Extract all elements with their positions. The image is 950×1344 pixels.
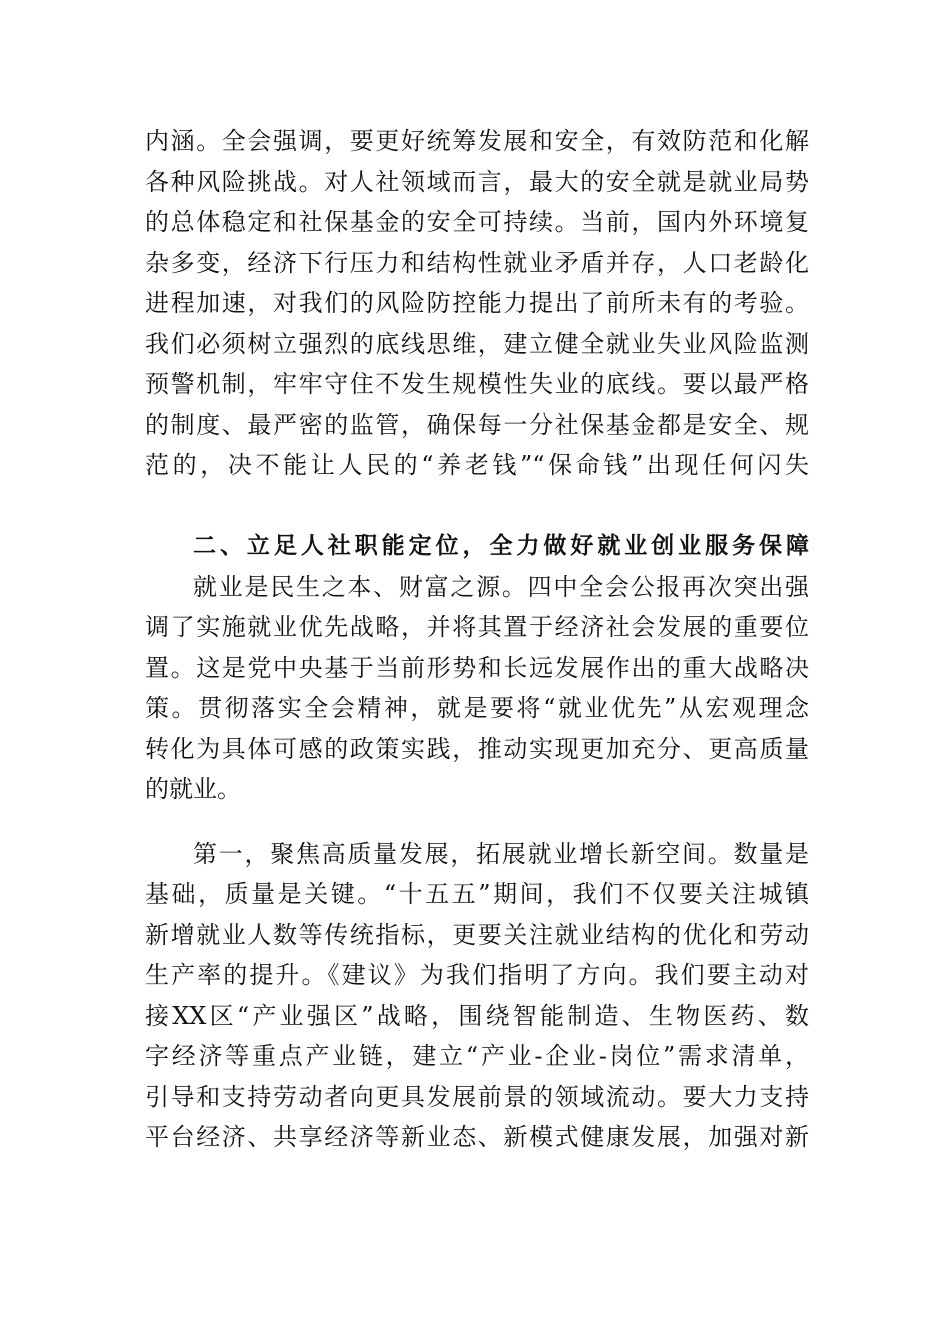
text-line: 第一，聚焦高质量发展，拓展就业增长新空间。数量是 bbox=[193, 840, 809, 868]
text-line: 生产率的提升。《建议》为我们指明了方向。我们要主动对 bbox=[145, 961, 809, 989]
text-line: 的制度、最严密的监管，确保每一分社保基金都是安全、规 bbox=[145, 411, 809, 439]
text-line: 引导和支持劳动者向更具发展前景的领域流动。要大力支持 bbox=[145, 1083, 809, 1111]
text-line: 转化为具体可感的政策实践，推动实现更加充分、更高质量 bbox=[145, 735, 809, 763]
text-line: 平台经济、共享经济等新业态、新模式健康发展，加强对新 bbox=[145, 1123, 809, 1151]
text-line: 调了实施就业优先战略，并将其置于经济社会发展的重要位 bbox=[145, 613, 809, 641]
text-line: 基础，质量是关键。“十五五”期间，我们不仅要关注城镇 bbox=[145, 880, 809, 908]
text-line: 新增就业人数等传统指标，更要关注就业结构的优化和劳动 bbox=[145, 921, 809, 949]
text-line: 就业是民生之本、财富之源。四中全会公报再次突出强 bbox=[193, 573, 809, 601]
text-line: 各种风险挑战。对人社领域而言，最大的安全就是就业局势 bbox=[145, 168, 809, 196]
section-heading: 二、立足人社职能定位，全力做好就业创业服务保障 bbox=[193, 533, 809, 559]
text-line: 范的，决不能让人民的“养老钱”“保命钱”出现任何闪失 bbox=[145, 451, 809, 479]
text-line: 接XX区“产业强区”战略，围绕智能制造、生物医药、数 bbox=[145, 1002, 809, 1030]
text-line: 杂多变，经济下行压力和结构性就业矛盾并存，人口老龄化 bbox=[145, 249, 809, 277]
text-line: 进程加速，对我们的风险防控能力提出了前所未有的考验。 bbox=[145, 289, 809, 317]
text-line: 字经济等重点产业链，建立“产业-企业-岗位”需求清单， bbox=[145, 1042, 809, 1070]
text-line: 策。贯彻落实全会精神，就是要将“就业优先”从宏观理念 bbox=[145, 694, 809, 722]
text-line: 置。这是党中央基于当前形势和长远发展作出的重大战略决 bbox=[145, 654, 809, 682]
text-line: 的就业。 bbox=[145, 775, 241, 803]
text-line: 预警机制，牢牢守住不发生规模性失业的底线。要以最严格 bbox=[145, 370, 809, 398]
text-line: 我们必须树立强烈的底线思维，建立健全就业失业风险监测 bbox=[145, 330, 809, 358]
text-line: 的总体稳定和社保基金的安全可持续。当前，国内外环境复 bbox=[145, 208, 809, 236]
text-line: 内涵。全会强调，要更好统筹发展和安全，有效防范和化解 bbox=[145, 127, 809, 155]
